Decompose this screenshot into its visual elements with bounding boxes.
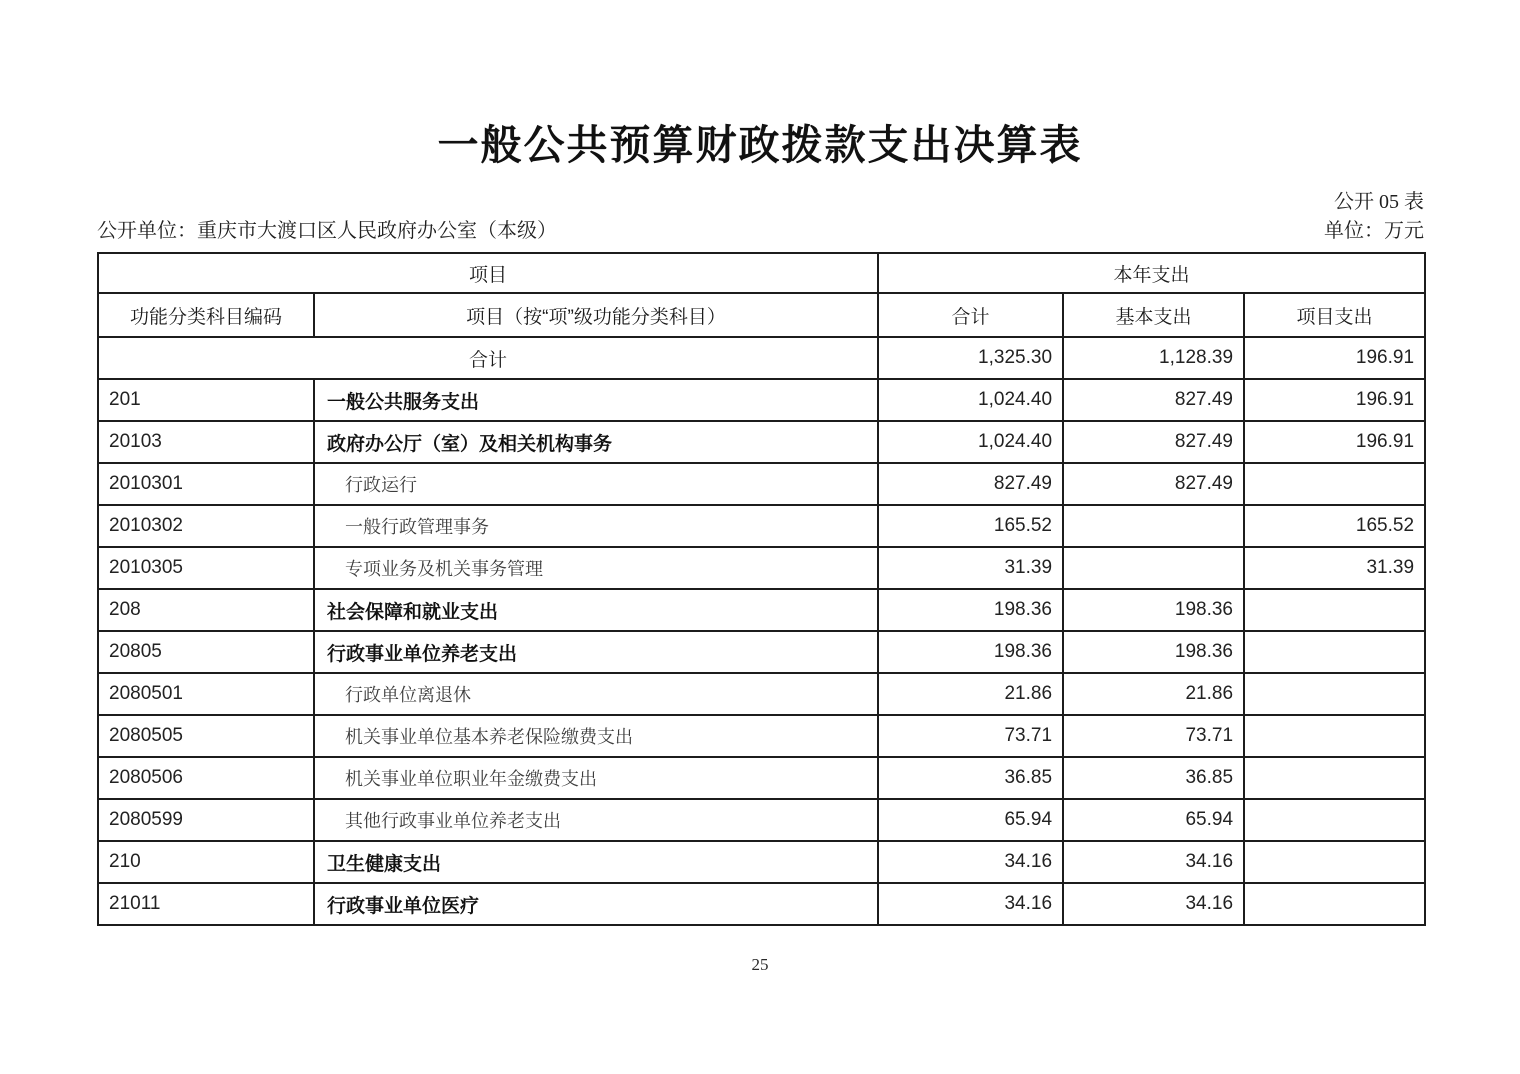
row-code: 21011	[98, 883, 314, 925]
row-name: 卫生健康支出	[327, 853, 442, 875]
row-project	[1244, 799, 1425, 841]
row-name-cell	[314, 379, 878, 421]
row-name: 行政事业单位医疗	[327, 895, 480, 917]
row-project: 31.39	[1244, 547, 1425, 589]
currency-unit-label: 单位：万元	[1324, 220, 1424, 242]
row-name-cell	[314, 421, 878, 463]
row-code: 208	[98, 589, 314, 631]
row-total: 1,024.40	[878, 421, 1063, 463]
row-total: 31.39	[878, 547, 1063, 589]
table-row	[98, 757, 1425, 799]
row-code: 2010301	[98, 463, 314, 505]
row-code: 20103	[98, 421, 314, 463]
row-name-cell	[314, 547, 878, 589]
row-project	[1244, 673, 1425, 715]
row-basic: 34.16	[1063, 883, 1244, 925]
row-basic	[1063, 547, 1244, 589]
row-project: 196.91	[1244, 421, 1425, 463]
row-project	[1244, 631, 1425, 673]
row-basic: 73.71	[1063, 715, 1244, 757]
row-total: 198.36	[878, 589, 1063, 631]
table-row	[98, 589, 1425, 631]
row-total: 827.49	[878, 463, 1063, 505]
header-group-expenditure: 本年支出	[878, 253, 1425, 293]
row-name-cell	[314, 883, 878, 925]
table-row	[98, 505, 1425, 547]
row-name-cell	[314, 841, 878, 883]
grand-total-basic: 1,128.39	[1063, 337, 1244, 379]
row-name-cell	[314, 631, 878, 673]
row-name: 行政单位离退休	[345, 685, 471, 705]
row-name-cell	[314, 463, 878, 505]
row-total: 65.94	[878, 799, 1063, 841]
header-col-total: 合计	[878, 293, 1063, 337]
row-project: 165.52	[1244, 505, 1425, 547]
row-name: 机关事业单位职业年金缴费支出	[345, 769, 597, 789]
table-number-label: 公开 05 表	[1334, 191, 1424, 213]
grand-total-row	[98, 337, 1425, 379]
row-total: 1,024.40	[878, 379, 1063, 421]
publishing-unit-label: 公开单位：重庆市大渡口区人民政府办公室（本级）	[97, 220, 557, 242]
table-row	[98, 883, 1425, 925]
page-number: 25	[751, 955, 769, 974]
meta-line	[97, 216, 1424, 246]
row-name: 其他行政事业单位养老支出	[345, 811, 561, 831]
row-name-cell	[314, 799, 878, 841]
row-name-cell	[314, 673, 878, 715]
row-project	[1244, 883, 1425, 925]
row-name: 社会保障和就业支出	[327, 601, 499, 623]
row-code: 201	[98, 379, 314, 421]
table-row	[98, 421, 1425, 463]
row-project	[1244, 757, 1425, 799]
row-total: 165.52	[878, 505, 1063, 547]
row-total: 73.71	[878, 715, 1063, 757]
table-row	[98, 841, 1425, 883]
row-name: 一般公共服务支出	[327, 391, 480, 413]
grand-total-label: 合计	[98, 337, 878, 379]
row-code: 2080506	[98, 757, 314, 799]
row-code: 2080501	[98, 673, 314, 715]
row-code: 2010302	[98, 505, 314, 547]
row-basic: 34.16	[1063, 841, 1244, 883]
row-total: 198.36	[878, 631, 1063, 673]
table-header	[98, 253, 1425, 337]
row-name-cell	[314, 715, 878, 757]
row-project	[1244, 589, 1425, 631]
row-name: 行政运行	[345, 475, 417, 495]
header-col-project: 项目支出	[1244, 293, 1425, 337]
header-col-code: 功能分类科目编码	[98, 293, 314, 337]
row-basic: 198.36	[1063, 631, 1244, 673]
grand-total-project: 196.91	[1244, 337, 1425, 379]
row-basic: 36.85	[1063, 757, 1244, 799]
row-basic: 65.94	[1063, 799, 1244, 841]
row-name-cell	[314, 589, 878, 631]
table-row	[98, 547, 1425, 589]
row-basic: 827.49	[1063, 463, 1244, 505]
row-code: 2010305	[98, 547, 314, 589]
table-body	[98, 337, 1425, 925]
grand-total-total: 1,325.30	[878, 337, 1063, 379]
row-basic: 827.49	[1063, 421, 1244, 463]
row-name-cell	[314, 505, 878, 547]
row-total: 34.16	[878, 883, 1063, 925]
row-total: 21.86	[878, 673, 1063, 715]
row-name-cell	[314, 757, 878, 799]
row-basic: 827.49	[1063, 379, 1244, 421]
row-name: 一般行政管理事务	[345, 517, 489, 537]
header-col-basic: 基本支出	[1063, 293, 1244, 337]
header-group-row	[98, 253, 1425, 293]
row-name: 专项业务及机关事务管理	[345, 559, 543, 579]
header-col-item: 项目（按“项”级功能分类科目）	[314, 293, 878, 337]
header-columns-row	[98, 293, 1425, 337]
row-project: 196.91	[1244, 379, 1425, 421]
row-total: 36.85	[878, 757, 1063, 799]
row-code: 2080599	[98, 799, 314, 841]
row-name: 行政事业单位养老支出	[327, 643, 518, 665]
table-row	[98, 715, 1425, 757]
row-total: 34.16	[878, 841, 1063, 883]
row-code: 2080505	[98, 715, 314, 757]
page-title: 一般公共预算财政拨款支出决算表	[437, 122, 1083, 168]
row-basic: 21.86	[1063, 673, 1244, 715]
meta-block	[97, 188, 1424, 246]
row-basic	[1063, 505, 1244, 547]
row-project	[1244, 841, 1425, 883]
expenditure-table	[97, 252, 1426, 926]
row-code: 210	[98, 841, 314, 883]
row-name: 政府办公厅（室）及相关机构事务	[327, 433, 613, 455]
table-row	[98, 673, 1425, 715]
row-project	[1244, 463, 1425, 505]
row-project	[1244, 715, 1425, 757]
table-row	[98, 799, 1425, 841]
table-row	[98, 631, 1425, 673]
row-code: 20805	[98, 631, 314, 673]
table-row	[98, 463, 1425, 505]
table-row	[98, 379, 1425, 421]
row-basic: 198.36	[1063, 589, 1244, 631]
header-group-item: 项目	[98, 253, 878, 293]
row-name: 机关事业单位基本养老保险缴费支出	[345, 727, 633, 747]
